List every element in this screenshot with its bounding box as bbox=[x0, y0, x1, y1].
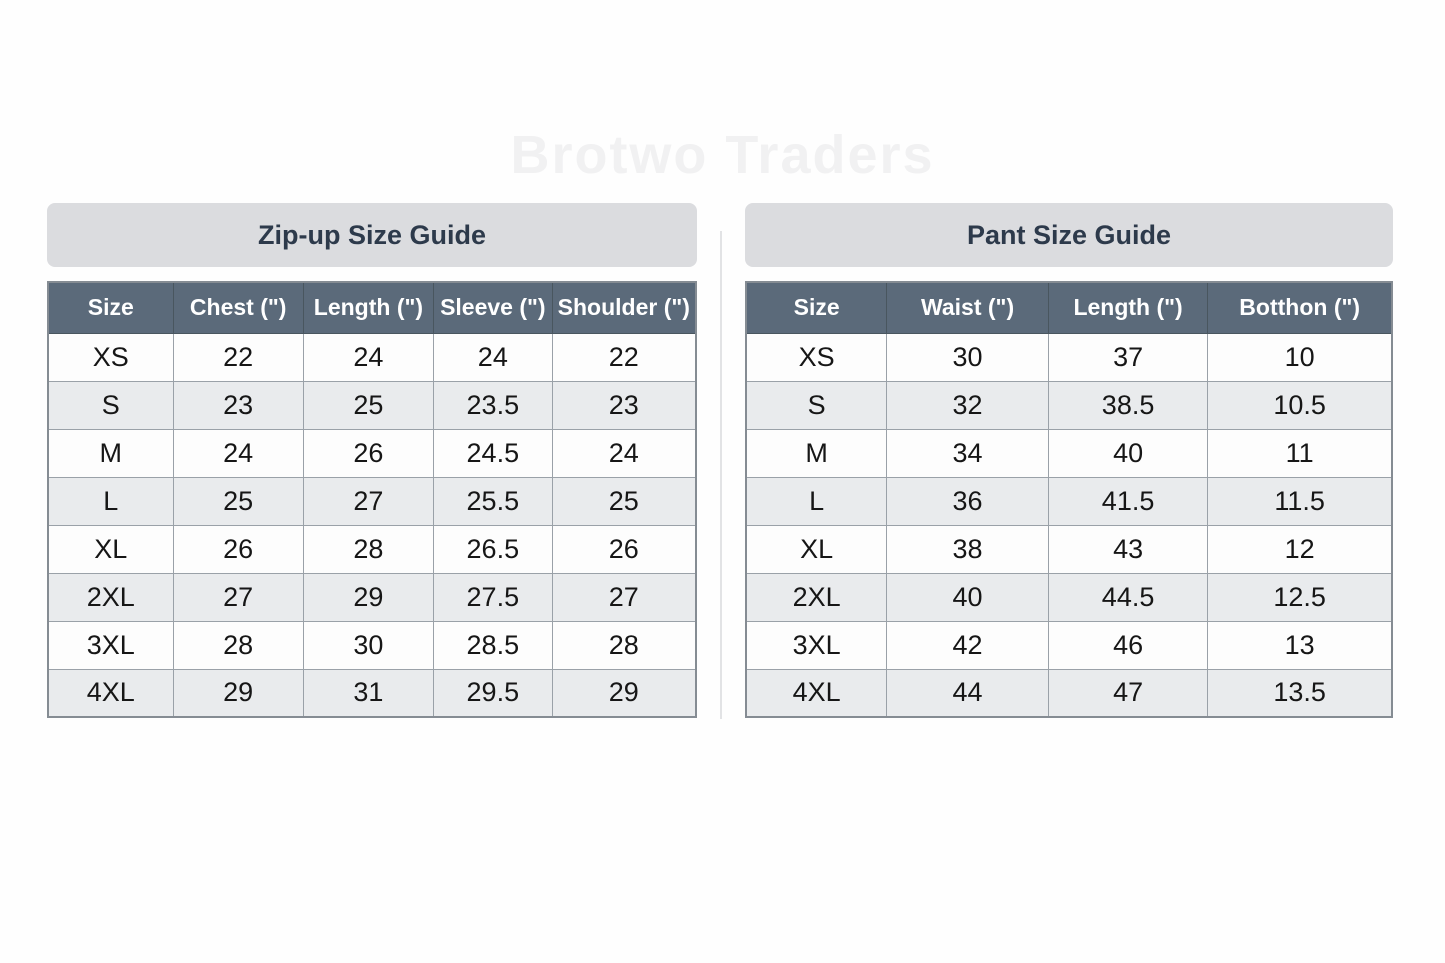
measurement-cell: 40 bbox=[1048, 429, 1208, 477]
table-row bbox=[48, 621, 696, 669]
measurement-cell: 32 bbox=[887, 381, 1049, 429]
zipup-size-guide-panel bbox=[47, 203, 697, 718]
measurement-cell: 38 bbox=[887, 525, 1049, 573]
measurement-cell: 29 bbox=[303, 573, 433, 621]
table-row bbox=[746, 381, 1392, 429]
table-separator bbox=[697, 203, 745, 719]
measurement-cell: 25 bbox=[303, 381, 433, 429]
column-header: Botthon (") bbox=[1208, 282, 1392, 333]
measurement-cell: 24 bbox=[303, 333, 433, 381]
measurement-cell: 27.5 bbox=[434, 573, 553, 621]
measurement-cell: 22 bbox=[552, 333, 696, 381]
measurement-cell: 27 bbox=[552, 573, 696, 621]
tables-container bbox=[47, 203, 1393, 719]
measurement-cell: 25 bbox=[552, 477, 696, 525]
measurement-cell: 47 bbox=[1048, 669, 1208, 717]
table-row bbox=[746, 525, 1392, 573]
measurement-cell: 26.5 bbox=[434, 525, 553, 573]
vertical-divider bbox=[720, 231, 722, 719]
measurement-cell: 44.5 bbox=[1048, 573, 1208, 621]
measurement-cell: 24 bbox=[173, 429, 303, 477]
measurement-cell: 10.5 bbox=[1208, 381, 1392, 429]
brand-watermark: Brotwo Traders bbox=[510, 125, 935, 185]
measurement-cell: 29.5 bbox=[434, 669, 553, 717]
measurement-cell: 11 bbox=[1208, 429, 1392, 477]
column-header: Size bbox=[746, 282, 887, 333]
measurement-cell: 38.5 bbox=[1048, 381, 1208, 429]
table-row bbox=[746, 573, 1392, 621]
size-label-cell: L bbox=[48, 477, 173, 525]
column-header: Chest (") bbox=[173, 282, 303, 333]
measurement-cell: 30 bbox=[303, 621, 433, 669]
measurement-cell: 46 bbox=[1048, 621, 1208, 669]
column-header: Size bbox=[48, 282, 173, 333]
size-label-cell: 4XL bbox=[746, 669, 887, 717]
measurement-cell: 13 bbox=[1208, 621, 1392, 669]
size-label-cell: XL bbox=[48, 525, 173, 573]
table-row bbox=[746, 333, 1392, 381]
size-label-cell: 4XL bbox=[48, 669, 173, 717]
column-header: Sleeve (") bbox=[434, 282, 553, 333]
measurement-cell: 24 bbox=[552, 429, 696, 477]
measurement-cell: 24 bbox=[434, 333, 553, 381]
size-label-cell: 3XL bbox=[48, 621, 173, 669]
table-row bbox=[48, 381, 696, 429]
measurement-cell: 28 bbox=[552, 621, 696, 669]
measurement-cell: 30 bbox=[887, 333, 1049, 381]
size-label-cell: M bbox=[48, 429, 173, 477]
size-label-cell: XS bbox=[48, 333, 173, 381]
measurement-cell: 23 bbox=[173, 381, 303, 429]
measurement-cell: 26 bbox=[303, 429, 433, 477]
column-header: Length (") bbox=[1048, 282, 1208, 333]
measurement-cell: 40 bbox=[887, 573, 1049, 621]
size-label-cell: XS bbox=[746, 333, 887, 381]
measurement-cell: 37 bbox=[1048, 333, 1208, 381]
table-row bbox=[48, 573, 696, 621]
table-row bbox=[48, 477, 696, 525]
measurement-cell: 28 bbox=[173, 621, 303, 669]
measurement-cell: 27 bbox=[303, 477, 433, 525]
measurement-cell: 23.5 bbox=[434, 381, 553, 429]
measurement-cell: 11.5 bbox=[1208, 477, 1392, 525]
measurement-cell: 10 bbox=[1208, 333, 1392, 381]
table-row bbox=[48, 429, 696, 477]
measurement-cell: 26 bbox=[173, 525, 303, 573]
pant-table-title: Pant Size Guide bbox=[745, 203, 1393, 267]
measurement-cell: 12 bbox=[1208, 525, 1392, 573]
size-label-cell: 2XL bbox=[746, 573, 887, 621]
pant-size-table bbox=[745, 281, 1393, 718]
header-row bbox=[746, 282, 1392, 333]
measurement-cell: 42 bbox=[887, 621, 1049, 669]
table-row bbox=[48, 669, 696, 717]
size-label-cell: S bbox=[48, 381, 173, 429]
table-row bbox=[746, 429, 1392, 477]
measurement-cell: 12.5 bbox=[1208, 573, 1392, 621]
measurement-cell: 25.5 bbox=[434, 477, 553, 525]
measurement-cell: 28 bbox=[303, 525, 433, 573]
measurement-cell: 34 bbox=[887, 429, 1049, 477]
measurement-cell: 25 bbox=[173, 477, 303, 525]
zipup-table-title: Zip-up Size Guide bbox=[47, 203, 697, 267]
zipup-size-table bbox=[47, 281, 697, 718]
table-row bbox=[48, 333, 696, 381]
measurement-cell: 26 bbox=[552, 525, 696, 573]
size-label-cell: S bbox=[746, 381, 887, 429]
measurement-cell: 36 bbox=[887, 477, 1049, 525]
measurement-cell: 31 bbox=[303, 669, 433, 717]
measurement-cell: 24.5 bbox=[434, 429, 553, 477]
size-label-cell: L bbox=[746, 477, 887, 525]
measurement-cell: 43 bbox=[1048, 525, 1208, 573]
pant-size-guide-panel bbox=[745, 203, 1393, 718]
measurement-cell: 27 bbox=[173, 573, 303, 621]
measurement-cell: 41.5 bbox=[1048, 477, 1208, 525]
size-label-cell: 2XL bbox=[48, 573, 173, 621]
column-header: Waist (") bbox=[887, 282, 1049, 333]
measurement-cell: 29 bbox=[173, 669, 303, 717]
table-row bbox=[746, 477, 1392, 525]
measurement-cell: 13.5 bbox=[1208, 669, 1392, 717]
size-label-cell: M bbox=[746, 429, 887, 477]
measurement-cell: 44 bbox=[887, 669, 1049, 717]
table-row bbox=[746, 669, 1392, 717]
size-label-cell: XL bbox=[746, 525, 887, 573]
measurement-cell: 29 bbox=[552, 669, 696, 717]
column-header: Length (") bbox=[303, 282, 433, 333]
header-row bbox=[48, 282, 696, 333]
column-header: Shoulder (") bbox=[552, 282, 696, 333]
table-row bbox=[48, 525, 696, 573]
size-label-cell: 3XL bbox=[746, 621, 887, 669]
measurement-cell: 28.5 bbox=[434, 621, 553, 669]
measurement-cell: 22 bbox=[173, 333, 303, 381]
table-row bbox=[746, 621, 1392, 669]
measurement-cell: 23 bbox=[552, 381, 696, 429]
